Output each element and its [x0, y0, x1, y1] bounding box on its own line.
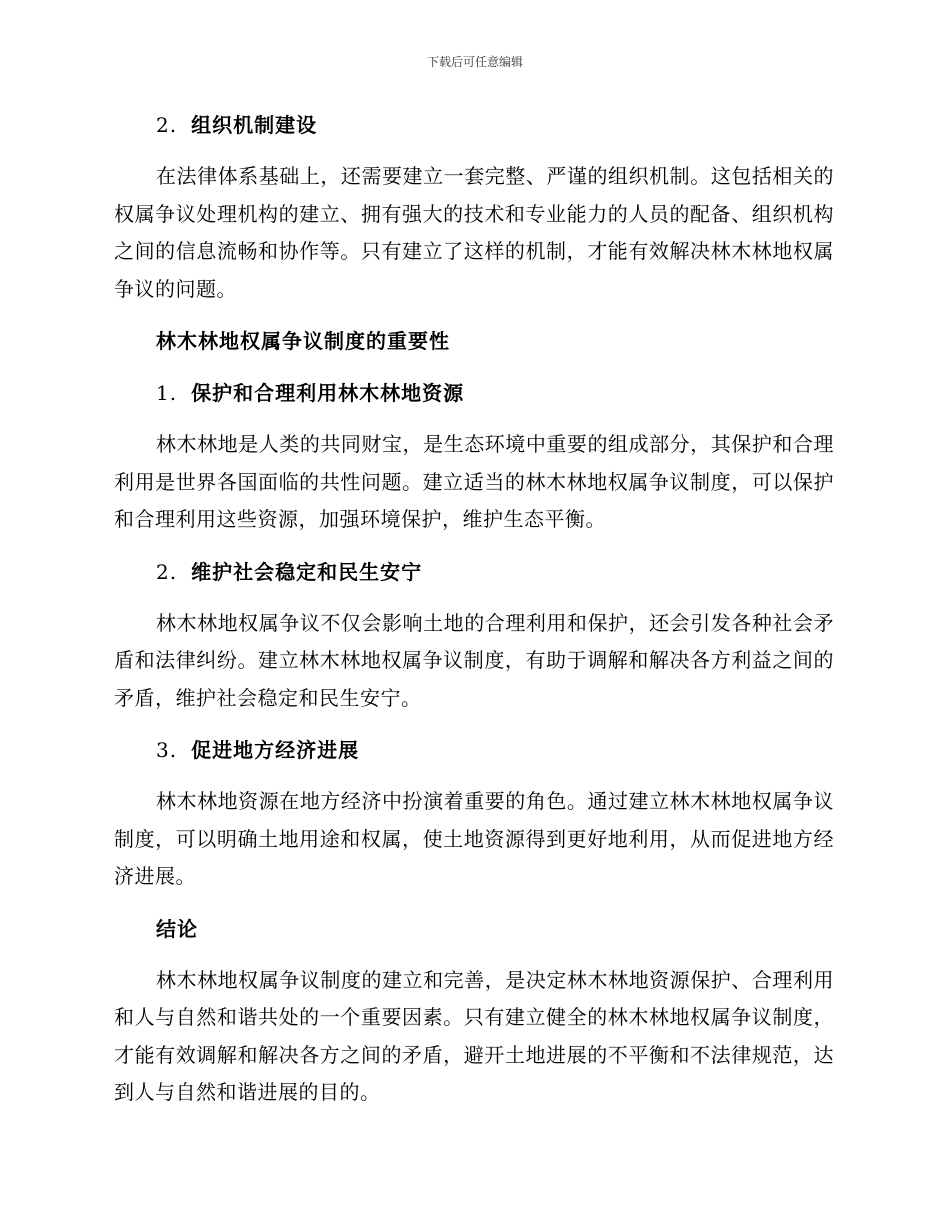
section-heading — [156, 322, 834, 360]
section-number: 2. — [156, 559, 178, 584]
section-title: 组织机制建设 — [191, 113, 318, 137]
section-heading — [156, 374, 834, 412]
paragraph: 林木林地权属争议不仅会影响土地的合理利用和保护，还会引发各种社会矛盾和法律纠纷。建立林木林地权属争议制度，有助于调解和解决各方利益之间的矛盾，维护社会稳定和民生安宁。 — [114, 610, 834, 710]
section-heading — [156, 553, 834, 591]
section-heading — [156, 731, 834, 769]
section-title: 维护社会稳定和民生安宁 — [191, 559, 423, 584]
section-title: 促进地方经济进展 — [191, 738, 360, 762]
section-number: 3. — [156, 738, 178, 762]
section-title: 保护和合理利用林木林地资源 — [191, 381, 465, 405]
paragraph: 林木林地权属争议制度的建立和完善，是决定林木林地资源保护、合理利用和人与自然和谐共处的一个重要因素。只有建立健全的林木林地权属争议制度，才能有效调解和解决各方之间的矛盾，避开土地进展的不平衡和不法律规范，达到人与自然和谐进展的目的。 — [114, 967, 834, 1104]
section-number: 1. — [156, 381, 178, 405]
section-heading — [156, 910, 834, 948]
paragraph: 在法律体系基础上，还需要建立一套完整、严谨的组织机制。这包括相关的权属争议处理机构的建立、拥有强大的技术和专业能力的人员的配备、组织机构之间的信息流畅和协作等。只有建立了这样的机制，才能有效解决林木林地权属争议的问题。 — [114, 164, 834, 301]
paragraph: 林木林地是人类的共同财宝，是生态环境中重要的组成部分，其保护和合理利用是世界各国面临的共性问题。建立适当的林木林地权属争议制度，可以保护和合理利用这些资源，加强环境保护，维护生态平衡。 — [114, 432, 834, 531]
header-note: 下载后可任意编辑 — [426, 55, 523, 69]
section-title: 林木林地权属争议制度的重要性 — [156, 329, 450, 353]
section-heading — [156, 106, 834, 144]
section-number: 2. — [156, 113, 178, 137]
document-body — [114, 106, 834, 1126]
paragraph: 林木林地资源在地方经济中扮演着重要的角色。通过建立林木林地权属争议制度，可以明确土地用途和权属，使土地资源得到更好地利用，从而促进地方经济进展。 — [114, 789, 834, 888]
section-title: 结论 — [156, 916, 198, 941]
